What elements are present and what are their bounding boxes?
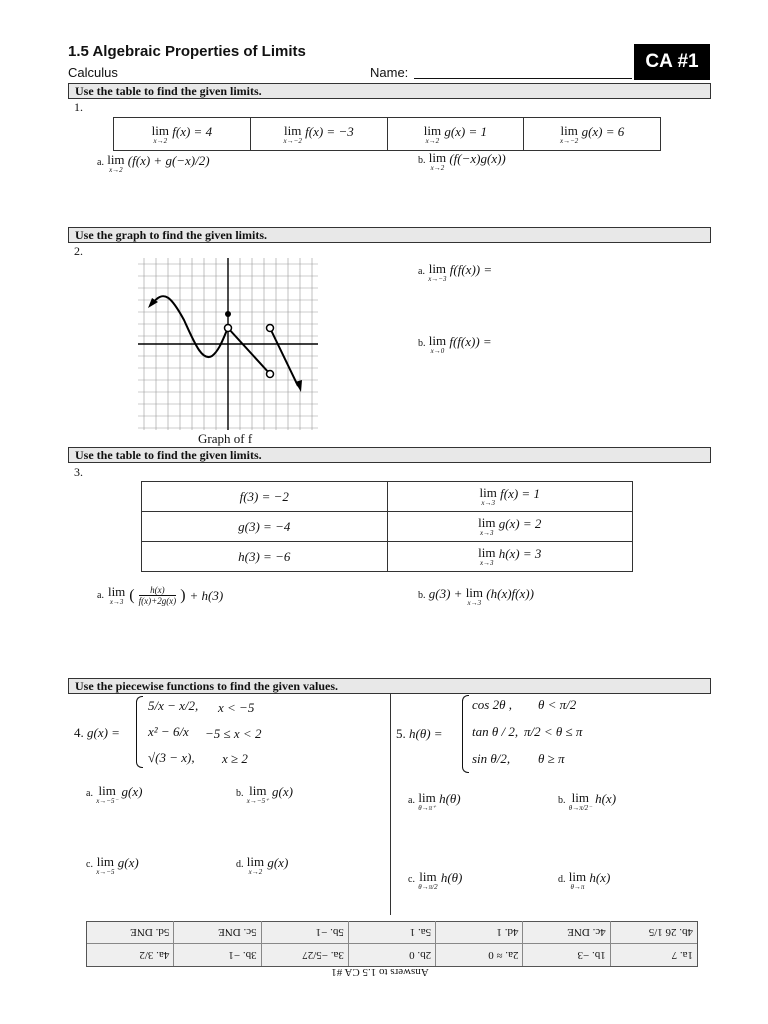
answer-cell: 3a. −5/27 [261, 944, 348, 966]
table-cell: f(3) = −2 [142, 482, 388, 512]
name-label: Name: [370, 65, 409, 80]
p4-case-cond: −5 ≤ x < 2 [205, 726, 262, 741]
answer-cell: 2b. 0 [348, 944, 435, 966]
q3a: a. lim x→3 ( h(x) f(x)+2g(x) ) + h(3) [97, 584, 224, 606]
q5b: b. lim θ→π/2⁻ h(x) [558, 790, 617, 812]
section4-instruction: Use the piecewise functions to find the given values. [68, 678, 711, 694]
assignment-badge: CA #1 [634, 44, 710, 80]
section1-table [113, 117, 661, 151]
p5-case-expr: cos 2θ , [472, 697, 512, 712]
name-blank-line [414, 78, 632, 79]
answer-cell: 2a. ≈ 0 [435, 944, 522, 966]
answer-cell: 4d. 1 [435, 921, 522, 943]
answer-row [87, 921, 697, 943]
p4-case-cond: x < −5 [218, 700, 255, 715]
table-cell: h(3) = −6 [142, 542, 388, 572]
p4-case-expr: 5/x − x/2, [148, 698, 199, 713]
column-divider [390, 693, 391, 915]
answer-key-table [86, 921, 698, 967]
q5a: a. lim θ→π⁺ h(θ) [408, 790, 461, 812]
table-row [142, 482, 633, 512]
function-graph [138, 258, 320, 430]
p5-case-expr: sin θ/2, [472, 751, 511, 766]
q1a: a. lim x→2 (f(x) + g(−x)/2) [97, 152, 210, 174]
table-row [114, 118, 661, 151]
p4-case-expr: √(3 − x), [148, 750, 195, 765]
q5d: d. lim θ→π h(x) [558, 869, 611, 891]
section3-instruction: Use the table to find the given limits. [68, 447, 711, 463]
p4-brace [136, 696, 143, 768]
answer-cell: 5b. −1 [261, 921, 348, 943]
section2-instruction: Use the graph to find the given limits. [68, 227, 711, 243]
q4a: a. lim x→−5⁻ g(x) [86, 783, 143, 805]
table-row [142, 512, 633, 542]
graph-caption: Graph of f [198, 431, 253, 446]
q4c: c. lim x→−5 g(x) [86, 854, 139, 876]
p5-fn: 5. h(θ) = [396, 726, 443, 741]
answer-cell: 5d. DNE [130, 926, 170, 938]
q2a: a. lim x→−3 f(f(x)) = [418, 261, 493, 283]
p4-case-expr: x² − 6/x [148, 724, 189, 739]
answer-key-title: Answers to 1.5 CA #1 [331, 966, 429, 978]
answer-cell: 1b. −3 [522, 944, 609, 966]
answer-cell: 1a. 7 [610, 944, 697, 966]
p5-case-cond: π/2 < θ ≤ π [524, 724, 583, 739]
answer-cell: 4a. 3/2 [139, 949, 170, 961]
q1b: b. lim x→2 (f(−x)g(x)) [418, 150, 506, 172]
table-row [142, 542, 633, 572]
q5c: c. lim θ→π/2 h(θ) [408, 869, 463, 891]
q3b: b. g(3) + lim x→3 (h(x)f(x)) [418, 585, 534, 607]
answer-row [87, 943, 697, 966]
section3-table [141, 481, 633, 572]
table-cell: lim x→2 g(x) = 1 [387, 118, 524, 151]
table-cell: lim x→−2 g(x) = 6 [524, 118, 661, 151]
p4-fn: 4. g(x) = [74, 725, 120, 740]
p5-brace [462, 695, 469, 773]
q4d: d. lim x→2 g(x) [236, 854, 289, 876]
answer-cell: 4c. DNE [522, 921, 609, 943]
answer-cell: 3b. −1 [173, 944, 260, 966]
subject-label: Calculus [68, 65, 118, 80]
q2b: b. lim x→0 f(f(x)) = [418, 333, 492, 355]
q4b: b. lim x→−5⁺ g(x) [236, 783, 293, 805]
p5-case-cond: θ ≥ π [538, 751, 565, 766]
answer-cell: 5a. 1 [348, 921, 435, 943]
section1-number: 1. [74, 100, 83, 114]
p5-case-cond: θ < π/2 [538, 697, 577, 712]
table-cell: lim x→−2 f(x) = −3 [250, 118, 387, 151]
section2-number: 2. [74, 244, 83, 258]
table-cell: g(3) = −4 [142, 512, 388, 542]
table-cell: lim x→3 h(x) = 3 [387, 542, 633, 572]
section3-number: 3. [74, 465, 83, 479]
answer-cell: 4b. 26 1/5 [610, 921, 697, 943]
table-cell: lim x→3 g(x) = 2 [387, 512, 633, 542]
section1-instruction: Use the table to find the given limits. [68, 83, 711, 99]
table-cell: lim x→2 f(x) = 4 [114, 118, 251, 151]
table-cell: lim x→3 f(x) = 1 [387, 482, 633, 512]
p5-case-expr: tan θ / 2, [472, 724, 519, 739]
page-title: 1.5 Algebraic Properties of Limits [68, 43, 306, 60]
p4-case-cond: x ≥ 2 [222, 751, 248, 766]
answer-cell: 5c. DNE [173, 921, 260, 943]
